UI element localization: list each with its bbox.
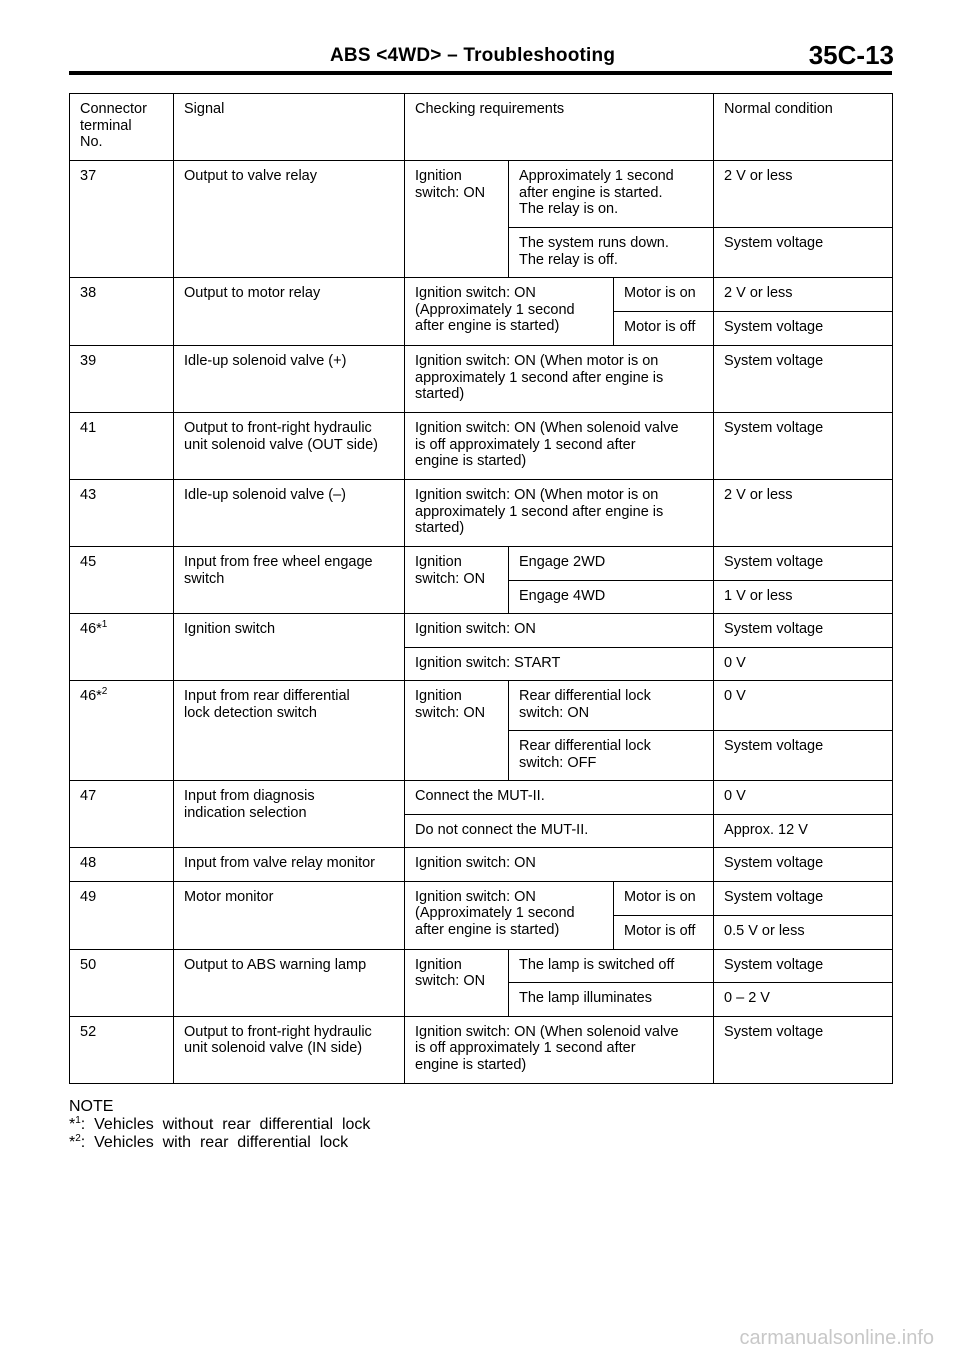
condition-cell: Ignition switch: ON (Approximately 1 second after engine is started) (405, 881, 614, 949)
header-rule (69, 71, 892, 75)
sub-condition-cell: Rear differential lock switch: ON (509, 681, 714, 731)
condition-cell: Ignition switch: ON (405, 949, 509, 1016)
note-text: : Vehicles without rear differential lock (80, 1116, 371, 1133)
terminal-cell: 45 (70, 547, 174, 614)
signal-cell: Output to front-right hydraulic unit solenoid valve (OUT side) (174, 413, 405, 480)
terminal-cell: 41 (70, 413, 174, 480)
signal-cell: Input from free wheel engage switch (174, 547, 405, 614)
signal-cell: Input from rear differential lock detection switch (174, 681, 405, 781)
normal-cell: 2 V or less (714, 480, 893, 547)
condition-cell: Ignition switch: ON (When motor is on approximately 1 second after engine is started) (405, 480, 714, 547)
sub-condition-cell: Motor is off (614, 915, 714, 949)
sub-condition-cell: Engage 4WD (509, 580, 714, 614)
sub-condition-cell: The lamp is switched off (509, 949, 714, 983)
normal-cell: 2 V or less (714, 278, 893, 312)
note-item (69, 1134, 370, 1152)
note-sup: 2 (75, 1133, 81, 1144)
normal-cell: 0.5 V or less (714, 915, 893, 949)
sub-condition-cell: The system runs down. The relay is off. (509, 228, 714, 278)
normal-cell: System voltage (714, 1016, 893, 1083)
table-row (70, 614, 893, 648)
header-checking-requirements: Checking requirements (405, 94, 714, 161)
condition-cell: Ignition switch: ON (405, 547, 509, 614)
terminal-cell: 38 (70, 278, 174, 346)
condition-cell: Ignition switch: ON (When motor is on approximately 1 second after engine is started) (405, 346, 714, 413)
table-row (70, 781, 893, 815)
terminal-cell (70, 614, 174, 681)
normal-cell: System voltage (714, 547, 893, 581)
terminal-cell: 48 (70, 848, 174, 882)
condition-cell: Ignition switch: ON (Approximately 1 second after engine is started) (405, 278, 614, 346)
table-row (70, 346, 893, 413)
terminal-cell: 52 (70, 1016, 174, 1083)
normal-cell: 0 V (714, 781, 893, 815)
page-code: 35C-13 (808, 40, 894, 70)
signal-cell: Output to valve relay (174, 161, 405, 278)
table-row (70, 278, 893, 312)
note-sup: 1 (75, 1115, 81, 1126)
table-row (70, 881, 893, 915)
normal-cell: 1 V or less (714, 580, 893, 614)
header-normal-condition: Normal condition (714, 94, 893, 161)
page-title: ABS <4WD> – Troubleshooting (330, 45, 616, 66)
terminal-spec-table (69, 93, 893, 1084)
terminal-number: 46* (80, 688, 102, 704)
normal-cell: 0 V (714, 647, 893, 681)
sub-condition-cell: Motor is on (614, 881, 714, 915)
signal-cell: Input from valve relay monitor (174, 848, 405, 882)
watermark: carmanualsonline.info (739, 1327, 934, 1349)
normal-cell: 0 V (714, 681, 893, 731)
condition-cell: Connect the MUT-II. (405, 781, 714, 815)
terminal-cell: 50 (70, 949, 174, 1016)
note-title: NOTE (69, 1098, 114, 1115)
footnote-block (69, 1098, 370, 1152)
signal-cell: Motor monitor (174, 881, 405, 949)
condition-cell: Ignition switch: ON (405, 681, 509, 781)
terminal-cell: 49 (70, 881, 174, 949)
normal-cell: System voltage (714, 614, 893, 648)
sub-condition-cell: Rear differential lock switch: OFF (509, 731, 714, 781)
header-terminal: Connector terminal No. (70, 94, 174, 161)
condition-cell: Ignition switch: START (405, 647, 714, 681)
note-text: : Vehicles with rear differential lock (80, 1134, 349, 1151)
table-row (70, 848, 893, 882)
signal-cell: Idle-up solenoid valve (+) (174, 346, 405, 413)
table-row (70, 161, 893, 228)
table-header-row (70, 94, 893, 161)
condition-cell: Ignition switch: ON (When solenoid valve is off approximately 1 second after engine is started) (405, 1016, 714, 1083)
footnote-marker: 1 (101, 619, 108, 630)
normal-cell: Approx. 12 V (714, 814, 893, 848)
terminal-cell: 37 (70, 161, 174, 278)
terminal-cell: 43 (70, 480, 174, 547)
terminal-cell: 47 (70, 781, 174, 848)
terminal-number: 46* (80, 621, 102, 637)
signal-cell: Output to front-right hydraulic unit solenoid valve (IN side) (174, 1016, 405, 1083)
normal-cell: System voltage (714, 346, 893, 413)
footnote-marker: 2 (101, 686, 108, 697)
condition-cell: Ignition switch: ON (When solenoid valve is off approximately 1 second after engine is started) (405, 413, 714, 480)
normal-cell: System voltage (714, 312, 893, 346)
normal-cell: System voltage (714, 881, 893, 915)
table-row (70, 949, 893, 983)
sub-condition-cell: Approximately 1 second after engine is started. The relay is on. (509, 161, 714, 228)
table-row (70, 547, 893, 581)
terminal-cell (70, 681, 174, 781)
normal-cell: 0 – 2 V (714, 983, 893, 1017)
terminal-cell: 39 (70, 346, 174, 413)
condition-cell: Do not connect the MUT-II. (405, 814, 714, 848)
normal-cell: System voltage (714, 413, 893, 480)
sub-condition-cell: Motor is off (614, 312, 714, 346)
normal-cell: 2 V or less (714, 161, 893, 228)
signal-cell: Output to ABS warning lamp (174, 949, 405, 1016)
normal-cell: System voltage (714, 228, 893, 278)
condition-cell: Ignition switch: ON (405, 161, 509, 278)
header-signal: Signal (174, 94, 405, 161)
condition-cell: Ignition switch: ON (405, 614, 714, 648)
table-row (70, 413, 893, 480)
table-row (70, 681, 893, 731)
note-mark: * (69, 1134, 76, 1151)
table-row (70, 480, 893, 547)
sub-condition-cell: The lamp illuminates (509, 983, 714, 1017)
sub-condition-cell: Engage 2WD (509, 547, 714, 581)
condition-cell: Ignition switch: ON (405, 848, 714, 882)
signal-cell: Idle-up solenoid valve (–) (174, 480, 405, 547)
sub-condition-cell: Motor is on (614, 278, 714, 312)
signal-cell: Ignition switch (174, 614, 405, 681)
signal-cell: Input from diagnosis indication selection (174, 781, 405, 848)
note-mark: * (69, 1116, 76, 1133)
note-item (69, 1116, 370, 1134)
normal-cell: System voltage (714, 731, 893, 781)
table-row (70, 1016, 893, 1083)
normal-cell: System voltage (714, 949, 893, 983)
normal-cell: System voltage (714, 848, 893, 882)
signal-cell: Output to motor relay (174, 278, 405, 346)
